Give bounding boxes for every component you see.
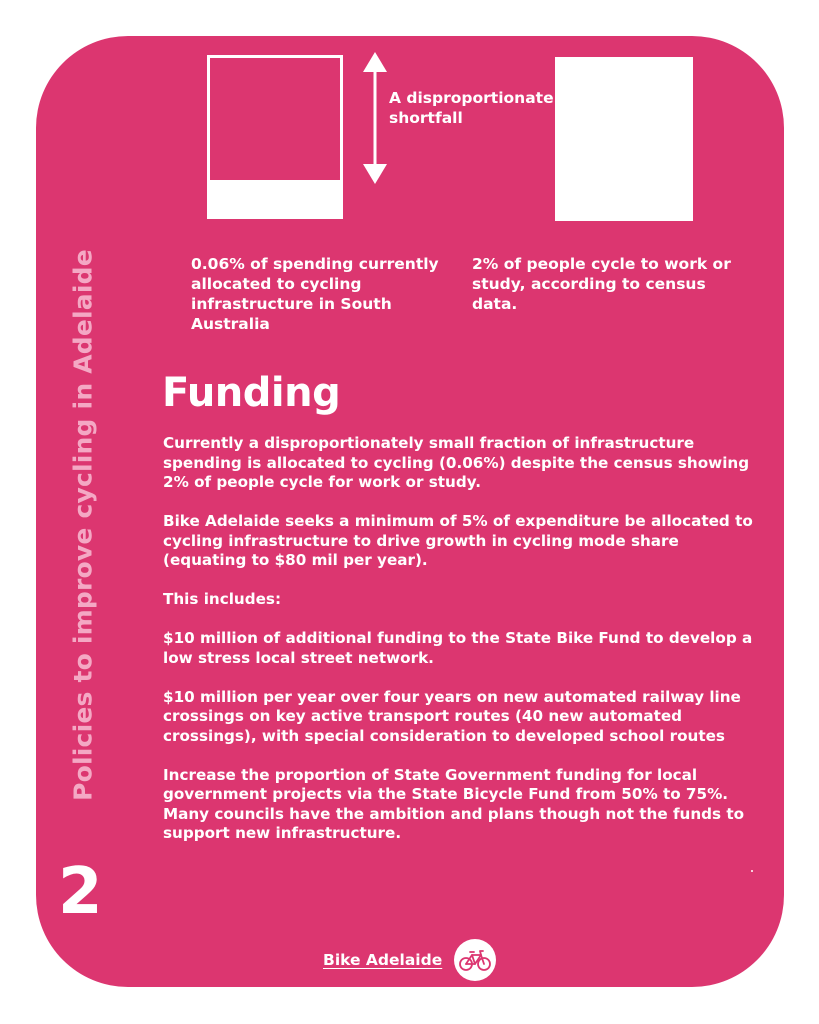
paragraph-crossings: $10 million per year over four years on new automated railway line crossings on key active transport routes (40 new automated crossings), with special consideration to developed school routes (163, 687, 741, 745)
brand-name: Bike Adelaide (323, 951, 443, 969)
spending-share-box (207, 55, 343, 219)
side-title (58, 240, 108, 810)
cycling-share-box (555, 57, 693, 221)
paragraph-state-funding: Increase the proportion of State Government funding for local government projects via the State Bicycle Fund from 50% to 75%. Many councils have the ambition and plans though not the funds to support new infrastructure. (163, 765, 745, 842)
double-arrow-icon (362, 52, 388, 184)
paragraph-target: Bike Adelaide seeks a minimum of 5% of expenditure be allocated to cycling infrastructure to drive growth in cycling mode share (equating to $80 mil per year). (163, 512, 753, 569)
card-number: 2 (58, 855, 103, 929)
shortfall-label: A disproportionate shortfall (389, 89, 554, 127)
paragraph-bike-fund: $10 million of additional funding to the State Bike Fund to develop a low stress local street network. (163, 629, 753, 667)
spending-share-fill (210, 180, 340, 216)
cycling-caption: 2% of people cycle to work or study, according to census data. (472, 255, 731, 313)
decorative-dot (751, 870, 753, 872)
paragraph-intro: Currently a disproportionately small fraction of infrastructure spending is allocated to cycling (0.06%) despite the census showing 2% of people cycle for work or study. (163, 434, 750, 491)
bicycle-icon (454, 939, 496, 981)
side-title-text: Policies to improve cycling in Adelaide (68, 249, 98, 801)
paragraph-includes: This includes: (163, 590, 282, 608)
section-heading: Funding (162, 370, 341, 416)
body-text (163, 434, 763, 863)
spending-caption: 0.06% of spending currently allocated to cycling infrastructure in South Australia (191, 255, 439, 333)
